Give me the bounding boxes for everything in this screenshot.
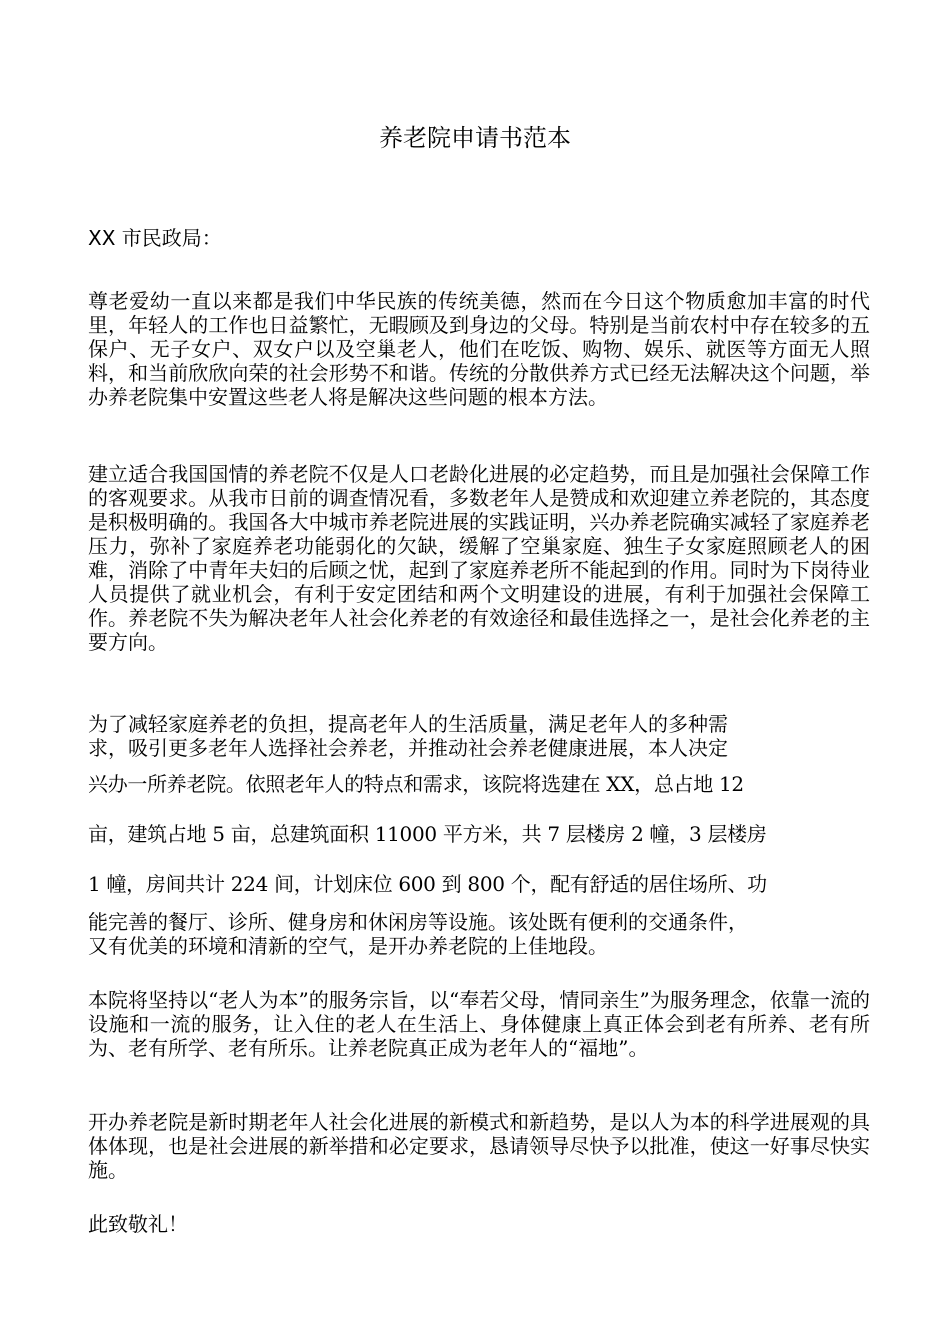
plan-line: 求，吸引更多老年人选择社会养老，并推动社会养老健康进展，本人决定	[88, 736, 728, 760]
plan-line: 为了减轻家庭养老的负担，提高老年人的生活质量，满足老年人的多种需	[88, 712, 728, 736]
document-title: 养老院申请书范本	[379, 124, 571, 152]
closing-salutation: 此致敬礼！	[88, 1212, 188, 1236]
paragraph-request: 开办养老院是新时期老年人社会化进展的新模式和新趋势，是以人为本的科学进展观的具体体现，也是社会进展的新举措和必定要求，恳请领导尽快予以批准，使这一好事尽快实施。	[88, 1110, 870, 1182]
paragraph-service: 本院将坚持以“老人为本”的服务宗旨，以“奉若父母，情同亲生”为服务理念，依靠一流的设施和一流的服务，让入住的老人在生活上、身体健康上真正体会到老有所养、老有所为、老有所学、老有所乐。让养老院真正成为老年人的“福地”。	[88, 988, 870, 1060]
paragraph-intro: 尊老爱幼一直以来都是我们中华民族的传统美德，然而在今日这个物质愈加丰富的时代里，年轻人的工作也日益繁忙，无暇顾及到身边的父母。特别是当前农村中存在较多的五保户、无子女户、双女户以及空巢老人，他们在吃饭、购物、娱乐、就医等方面无人照料，和当前欣欣向荣的社会形势不和谐。传统的分散供养方式已经无法解决这个问题，举办养老院集中安置这些老人将是解决这些问题的根本方法。	[88, 289, 870, 409]
addressee: XX 市民政局：	[88, 226, 222, 250]
plan-line: 又有优美的环境和清新的空气，是开办养老院的上佳地段。	[88, 934, 608, 958]
plan-line: 兴办一所养老院。依照老年人的特点和需求，该院将选建在 XX，总占地 12	[88, 772, 744, 796]
plan-line: 1 幢，房间共计 224 间，计划床位 600 到 800 个，配有舒适的居住场所、功	[88, 872, 767, 896]
plan-line: 亩，建筑占地 5 亩，总建筑面积 11000 平方米，共 7 层楼房 2 幢，3 层楼房	[88, 822, 767, 846]
plan-line: 能完善的餐厅、诊所、健身房和休闲房等设施。该处既有便利的交通条件，	[88, 910, 748, 934]
paragraph-necessity: 建立适合我国国情的养老院不仅是人口老龄化进展的必定趋势，而且是加强社会保障工作的客观要求。从我市日前的调查情况看，多数老年人是赞成和欢迎建立养老院的，其态度是积极明确的。我国各大中城市养老院进展的实践证明，兴办养老院确实减轻了家庭养老压力，弥补了家庭养老功能弱化的欠缺，缓解了空巢家庭、独生子女家庭照顾老人的困难，消除了中青年夫妇的后顾之忧，起到了家庭养老所不能起到的作用。同时为下岗待业人员提供了就业机会，有利于安定团结和两个文明建设的进展，有利于加强社会保障工作。养老院不失为解决老年人社会化养老的有效途径和最佳选择之一，是社会化养老的主要方向。	[88, 462, 870, 654]
